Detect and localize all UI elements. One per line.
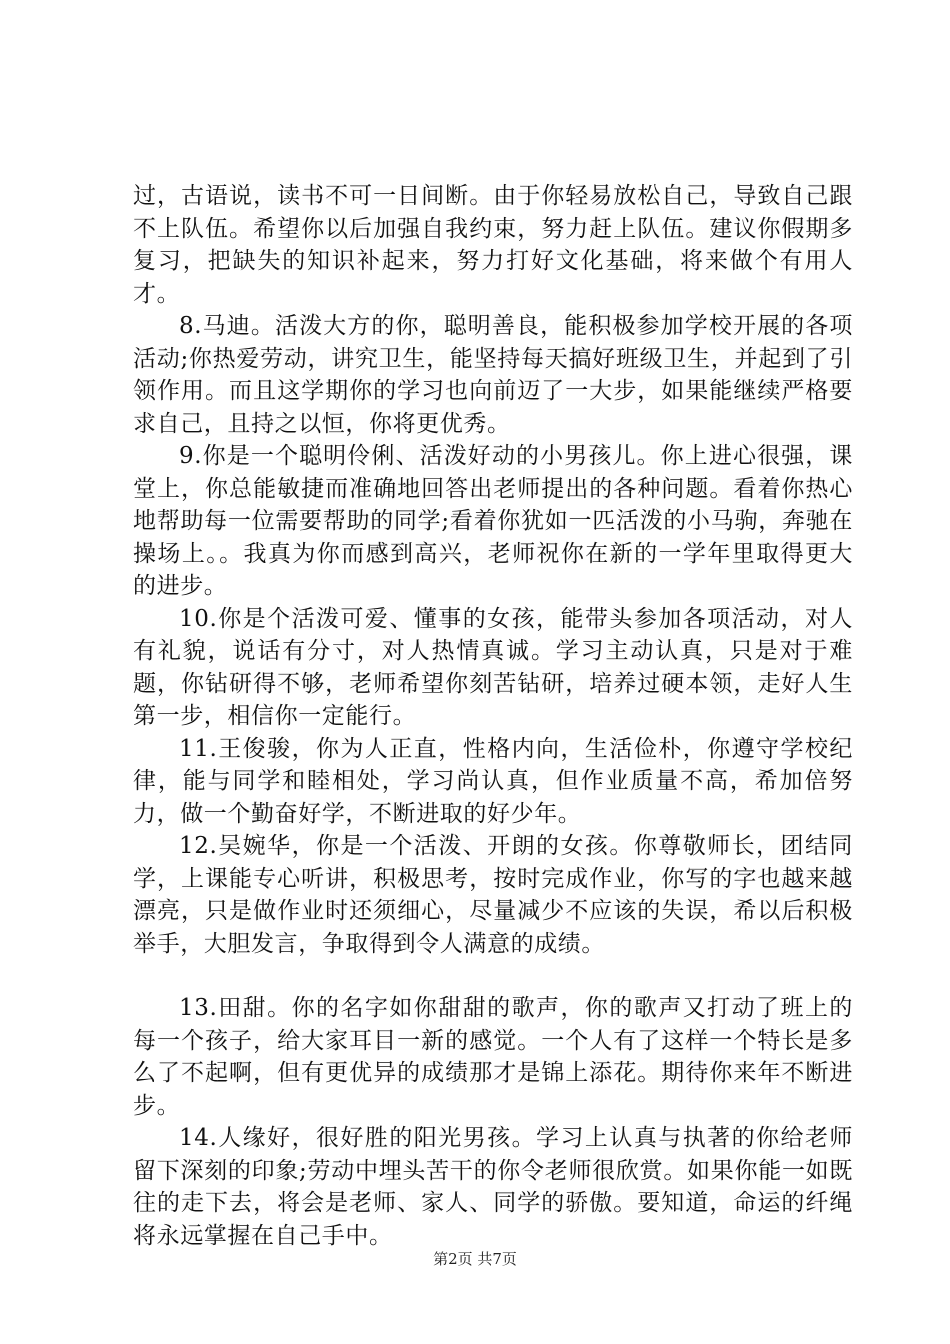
paragraph-comment-13: 13.田甜。你的名字如你甜甜的歌声，你的歌声又打动了班上的每一个孩子，给大家耳目一新的感觉。一个人有了这样一个特长是多么了不起啊，但有更优异的成绩那才是锦上添花。期待你来年不断进步。: [133, 995, 853, 1119]
paragraph-comment-14: 14.人缘好，很好胜的阳光男孩。学习上认真与执著的你给老师留下深刻的印象;劳动中埋头苦干的你令老师很欣赏。如果你能一如既往的走下去，将会是老师、家人、同学的骄傲。要知道，命运的纤绳将永远掌握在自己手中。: [133, 1125, 853, 1249]
paragraph-comment-12: 12.吴婉华，你是一个活泼、开朗的女孩。你尊敬师长，团结同学，上课能专心听讲，积极思考，按时完成作业，你写的字也越来越漂亮，只是做作业时还须细心，尽量减少不应该的失误，希以后积极举手，大胆发言，争取得到令人满意的成绩。: [133, 833, 853, 957]
paragraph-continuation: 过，古语说，读书不可一日间断。由于你轻易放松自己，导致自己跟不上队伍。希望你以后加强自我约束，努力赶上队伍。建议你假期多复习，把缺失的知识补起来，努力打好文化基础，将来做个有用人才。: [133, 183, 853, 307]
paragraph-comment-11: 11.王俊骏，你为人正直，性格内向，生活俭朴，你遵守学校纪律，能与同学和睦相处，学习尚认真，但作业质量不高，希加倍努力，做一个勤奋好学，不断进取的好少年。: [133, 735, 853, 827]
document-body: [133, 180, 853, 1252]
page-number-footer: 第2页 共7页: [433, 1250, 517, 1268]
paragraph-comment-10: 10.你是个活泼可爱、懂事的女孩，能带头参加各项活动，对人有礼貌，说话有分寸，对人热情真诚。学习主动认真，只是对于难题，你钻研得不够，老师希望你刻苦钻研，培养过硬本领，走好人生第一步，相信你一定能行。: [133, 605, 853, 729]
paragraph-comment-8: 8.马迪。活泼大方的你，聪明善良，能积极参加学校开展的各项活动;你热爱劳动，讲究卫生，能坚持每天搞好班级卫生，并起到了引领作用。而且这学期你的学习也向前迈了一大步，如果能继续严格要求自己，且持之以恒，你将更优秀。: [133, 313, 853, 437]
paragraph-comment-9: 9.你是一个聪明伶俐、活泼好动的小男孩儿。你上进心很强，课堂上，你总能敏捷而准确地回答出老师提出的各种问题。看着你热心地帮助每一位需要帮助的同学;看着你犹如一匹活泼的小马驹，奔驰在操场上。。我真为你而感到高兴，老师祝你在新的一学年里取得更大的进步。: [133, 443, 853, 599]
